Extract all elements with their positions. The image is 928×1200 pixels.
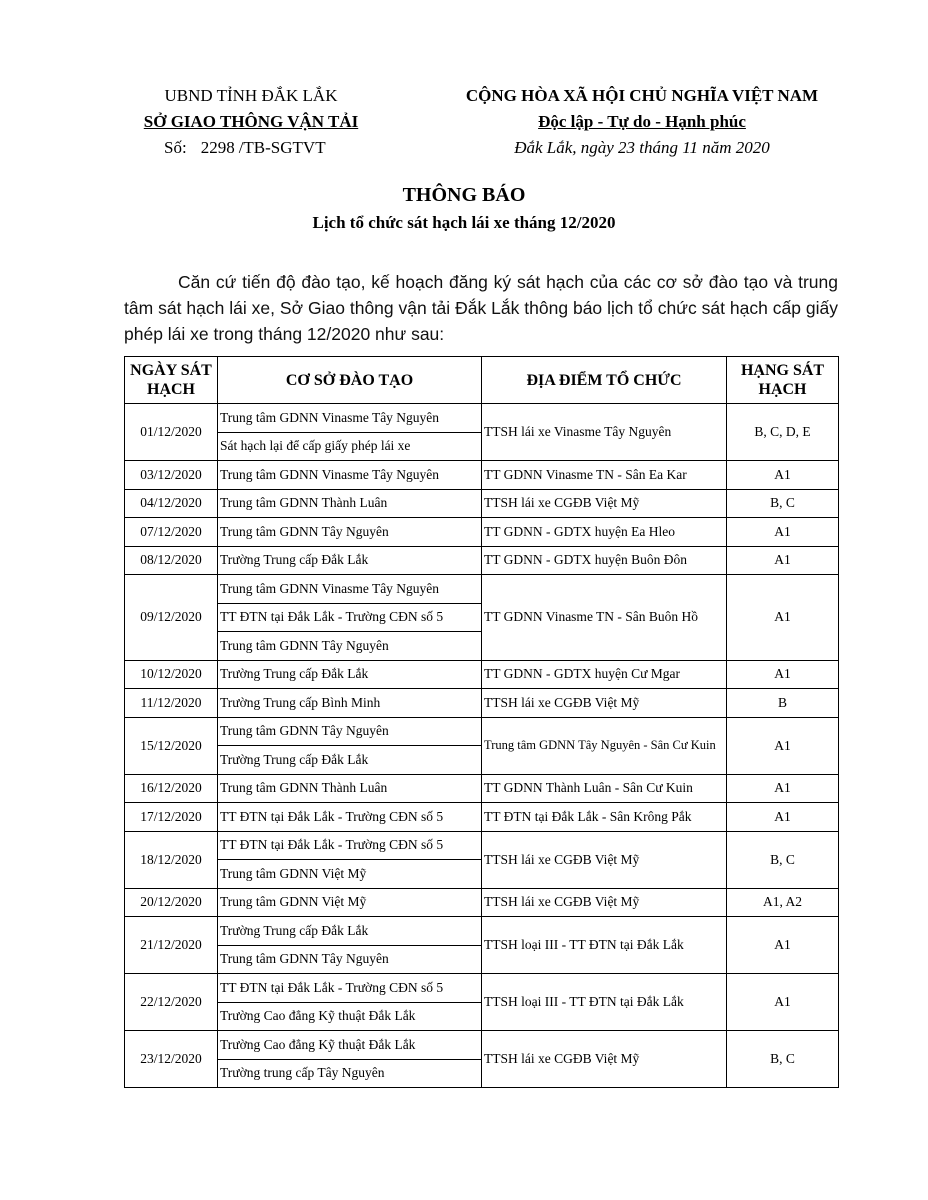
exam-date-cell: 17/12/2020 [125, 803, 218, 832]
license-class-cell: B, C [727, 1031, 839, 1088]
license-class-cell: B [727, 689, 839, 718]
header-date: NGÀY SÁT HẠCH [125, 357, 218, 404]
table-row [125, 689, 839, 718]
license-class-cell: B, C [727, 831, 839, 888]
department-name: SỞ GIAO THÔNG VẬN TẢI [143, 112, 359, 131]
table-row [125, 717, 839, 746]
doc-no-value: 2298 [200, 138, 235, 157]
table-row [125, 518, 839, 547]
exam-location-cell: TTSH lái xe CGĐB Việt Mỹ [482, 689, 727, 718]
training-center-cell: TT ĐTN tại Đắk Lắk - Trường CĐN số 5 [218, 831, 482, 860]
license-class-cell: A1, A2 [727, 888, 839, 917]
training-center-cell: TT ĐTN tại Đắk Lắk - Trường CĐN số 5 [218, 974, 482, 1003]
document-title: THÔNG BÁO [402, 184, 526, 206]
table-row [125, 1031, 839, 1060]
exam-date-cell: 11/12/2020 [125, 689, 218, 718]
training-center-cell: Trung tâm GDNN Thành Luân [218, 774, 482, 803]
exam-location-cell: TTSH lái xe CGĐB Việt Mỹ [482, 831, 727, 888]
nation-name: CỘNG HÒA XÃ HỘI CHỦ NGHĨA VIỆT NAM [465, 86, 819, 105]
exam-location-cell: TTSH lái xe CGĐB Việt Mỹ [482, 888, 727, 917]
table-row [125, 546, 839, 575]
license-class-cell: A1 [727, 974, 839, 1031]
license-class-cell: A1 [727, 917, 839, 974]
training-center-cell: Trung tâm GDNN Việt Mỹ [218, 860, 482, 889]
training-center-cell: Trung tâm GDNN Tây Nguyên [218, 632, 482, 661]
document-subtitle: Lịch tổ chức sát hạch lái xe tháng 12/2020 [312, 213, 616, 232]
table-row [125, 831, 839, 860]
exam-location-cell: TT GDNN - GDTX huyện Cư Mgar [482, 660, 727, 689]
exam-date-cell: 04/12/2020 [125, 489, 218, 518]
national-motto-block [432, 83, 852, 161]
license-class-cell: B, C [727, 489, 839, 518]
exam-date-cell: 09/12/2020 [125, 575, 218, 661]
training-center-cell: Trung tâm GDNN Tây Nguyên [218, 717, 482, 746]
exam-location-cell: TT GDNN Thành Luân - Sân Cư Kuin [482, 774, 727, 803]
province-committee: UBND TỈNH ĐẮK LẮK [164, 86, 338, 105]
table-row [125, 803, 839, 832]
training-center-cell: Trung tâm GDNN Việt Mỹ [218, 888, 482, 917]
training-center-cell: TT ĐTN tại Đắk Lắk - Trường CĐN số 5 [218, 603, 482, 632]
license-class-cell: A1 [727, 774, 839, 803]
header-center: CƠ SỞ ĐÀO TẠO [218, 357, 482, 404]
table-row [125, 774, 839, 803]
training-center-cell: Trung tâm GDNN Vinasme Tây Nguyên [218, 461, 482, 490]
table-row [125, 974, 839, 1003]
exam-location-cell: TTSH lái xe CGĐB Việt Mỹ [482, 1031, 727, 1088]
training-center-cell: Trường trung cấp Tây Nguyên [218, 1059, 482, 1088]
training-center-cell: TT ĐTN tại Đắk Lắk - Trường CĐN số 5 [218, 803, 482, 832]
training-center-cell: Trường Trung cấp Đắk Lắk [218, 660, 482, 689]
table-row [125, 404, 839, 433]
exam-date-cell: 15/12/2020 [125, 717, 218, 774]
table-row [125, 660, 839, 689]
exam-location-cell: TT ĐTN tại Đắk Lắk - Sân Krông Pắk [482, 803, 727, 832]
training-center-cell: Trung tâm GDNN Tây Nguyên [218, 518, 482, 547]
header-location: ĐỊA ĐIỂM TỔ CHỨC [482, 357, 727, 404]
license-class-cell: A1 [727, 518, 839, 547]
table-row [125, 489, 839, 518]
license-class-cell: A1 [727, 717, 839, 774]
training-center-cell: Trung tâm GDNN Vinasme Tây Nguyên [218, 575, 482, 604]
motto: Độc lập - Tự do - Hạnh phúc [538, 112, 746, 131]
exam-date-cell: 20/12/2020 [125, 888, 218, 917]
license-class-cell: A1 [727, 660, 839, 689]
issuer-block [124, 83, 378, 161]
exam-location-cell: TT GDNN - GDTX huyện Ea Hleo [482, 518, 727, 547]
exam-location-cell: Trung tâm GDNN Tây Nguyên - Sân Cư Kuin [482, 717, 727, 774]
exam-location-cell: TTSH loại III - TT ĐTN tại Đắk Lắk [482, 974, 727, 1031]
table-row [125, 461, 839, 490]
training-center-cell: Trung tâm GDNN Tây Nguyên [218, 945, 482, 974]
exam-location-cell: TT GDNN Vinasme TN - Sân Buôn Hồ [482, 575, 727, 661]
table-header-row [125, 357, 839, 404]
training-center-cell: Trường Trung cấp Đắk Lắk [218, 917, 482, 946]
header-rank: HẠNG SÁT HẠCH [727, 357, 839, 404]
license-class-cell: A1 [727, 575, 839, 661]
table-body [125, 404, 839, 1088]
document-number [124, 135, 378, 161]
training-center-cell: Trung tâm GDNN Thành Luân [218, 489, 482, 518]
training-center-cell: Trường Trung cấp Đắk Lắk [218, 746, 482, 775]
exam-location-cell: TTSH lái xe Vinasme Tây Nguyên [482, 404, 727, 461]
training-center-cell: Trung tâm GDNN Vinasme Tây Nguyên [218, 404, 482, 433]
license-class-cell: A1 [727, 461, 839, 490]
exam-date-cell: 22/12/2020 [125, 974, 218, 1031]
intro-paragraph: Căn cứ tiến độ đào tạo, kế hoạch đăng ký sát hạch của các cơ sở đào tạo và trung tâm sát hạch lái xe, Sở Giao thông vận tải Đắk Lắk thông báo lịch tổ chức sát hạch cấp giấy phép lái xe trong tháng 12/2020 như sau: [124, 272, 838, 344]
license-class-cell: A1 [727, 546, 839, 575]
exam-schedule-table [124, 356, 839, 1088]
table-row [125, 888, 839, 917]
exam-date-cell: 07/12/2020 [125, 518, 218, 547]
exam-date-cell: 01/12/2020 [125, 404, 218, 461]
exam-location-cell: TTSH loại III - TT ĐTN tại Đắk Lắk [482, 917, 727, 974]
issue-date: Đắk Lắk, ngày 23 tháng 11 năm 2020 [514, 138, 770, 157]
table-row [125, 575, 839, 604]
training-center-cell: Trường Cao đẳng Kỹ thuật Đắk Lắk [218, 1031, 482, 1060]
exam-date-cell: 18/12/2020 [125, 831, 218, 888]
exam-date-cell: 10/12/2020 [125, 660, 218, 689]
doc-no-suffix: /TB-SGTVT [238, 138, 326, 157]
exam-location-cell: TT GDNN Vinasme TN - Sân Ea Kar [482, 461, 727, 490]
training-center-cell: Trường Cao đẳng Kỹ thuật Đắk Lắk [218, 1002, 482, 1031]
training-center-cell: Sát hạch lại để cấp giấy phép lái xe [218, 432, 482, 461]
training-center-cell: Trường Trung cấp Đắk Lắk [218, 546, 482, 575]
training-center-cell: Trường Trung cấp Bình Minh [218, 689, 482, 718]
exam-date-cell: 21/12/2020 [125, 917, 218, 974]
exam-date-cell: 08/12/2020 [125, 546, 218, 575]
license-class-cell: B, C, D, E [727, 404, 839, 461]
exam-date-cell: 23/12/2020 [125, 1031, 218, 1088]
exam-location-cell: TTSH lái xe CGĐB Việt Mỹ [482, 489, 727, 518]
table-row [125, 917, 839, 946]
exam-location-cell: TT GDNN - GDTX huyện Buôn Đôn [482, 546, 727, 575]
exam-date-cell: 16/12/2020 [125, 774, 218, 803]
exam-date-cell: 03/12/2020 [125, 461, 218, 490]
license-class-cell: A1 [727, 803, 839, 832]
doc-no-label: Số: [164, 138, 187, 157]
